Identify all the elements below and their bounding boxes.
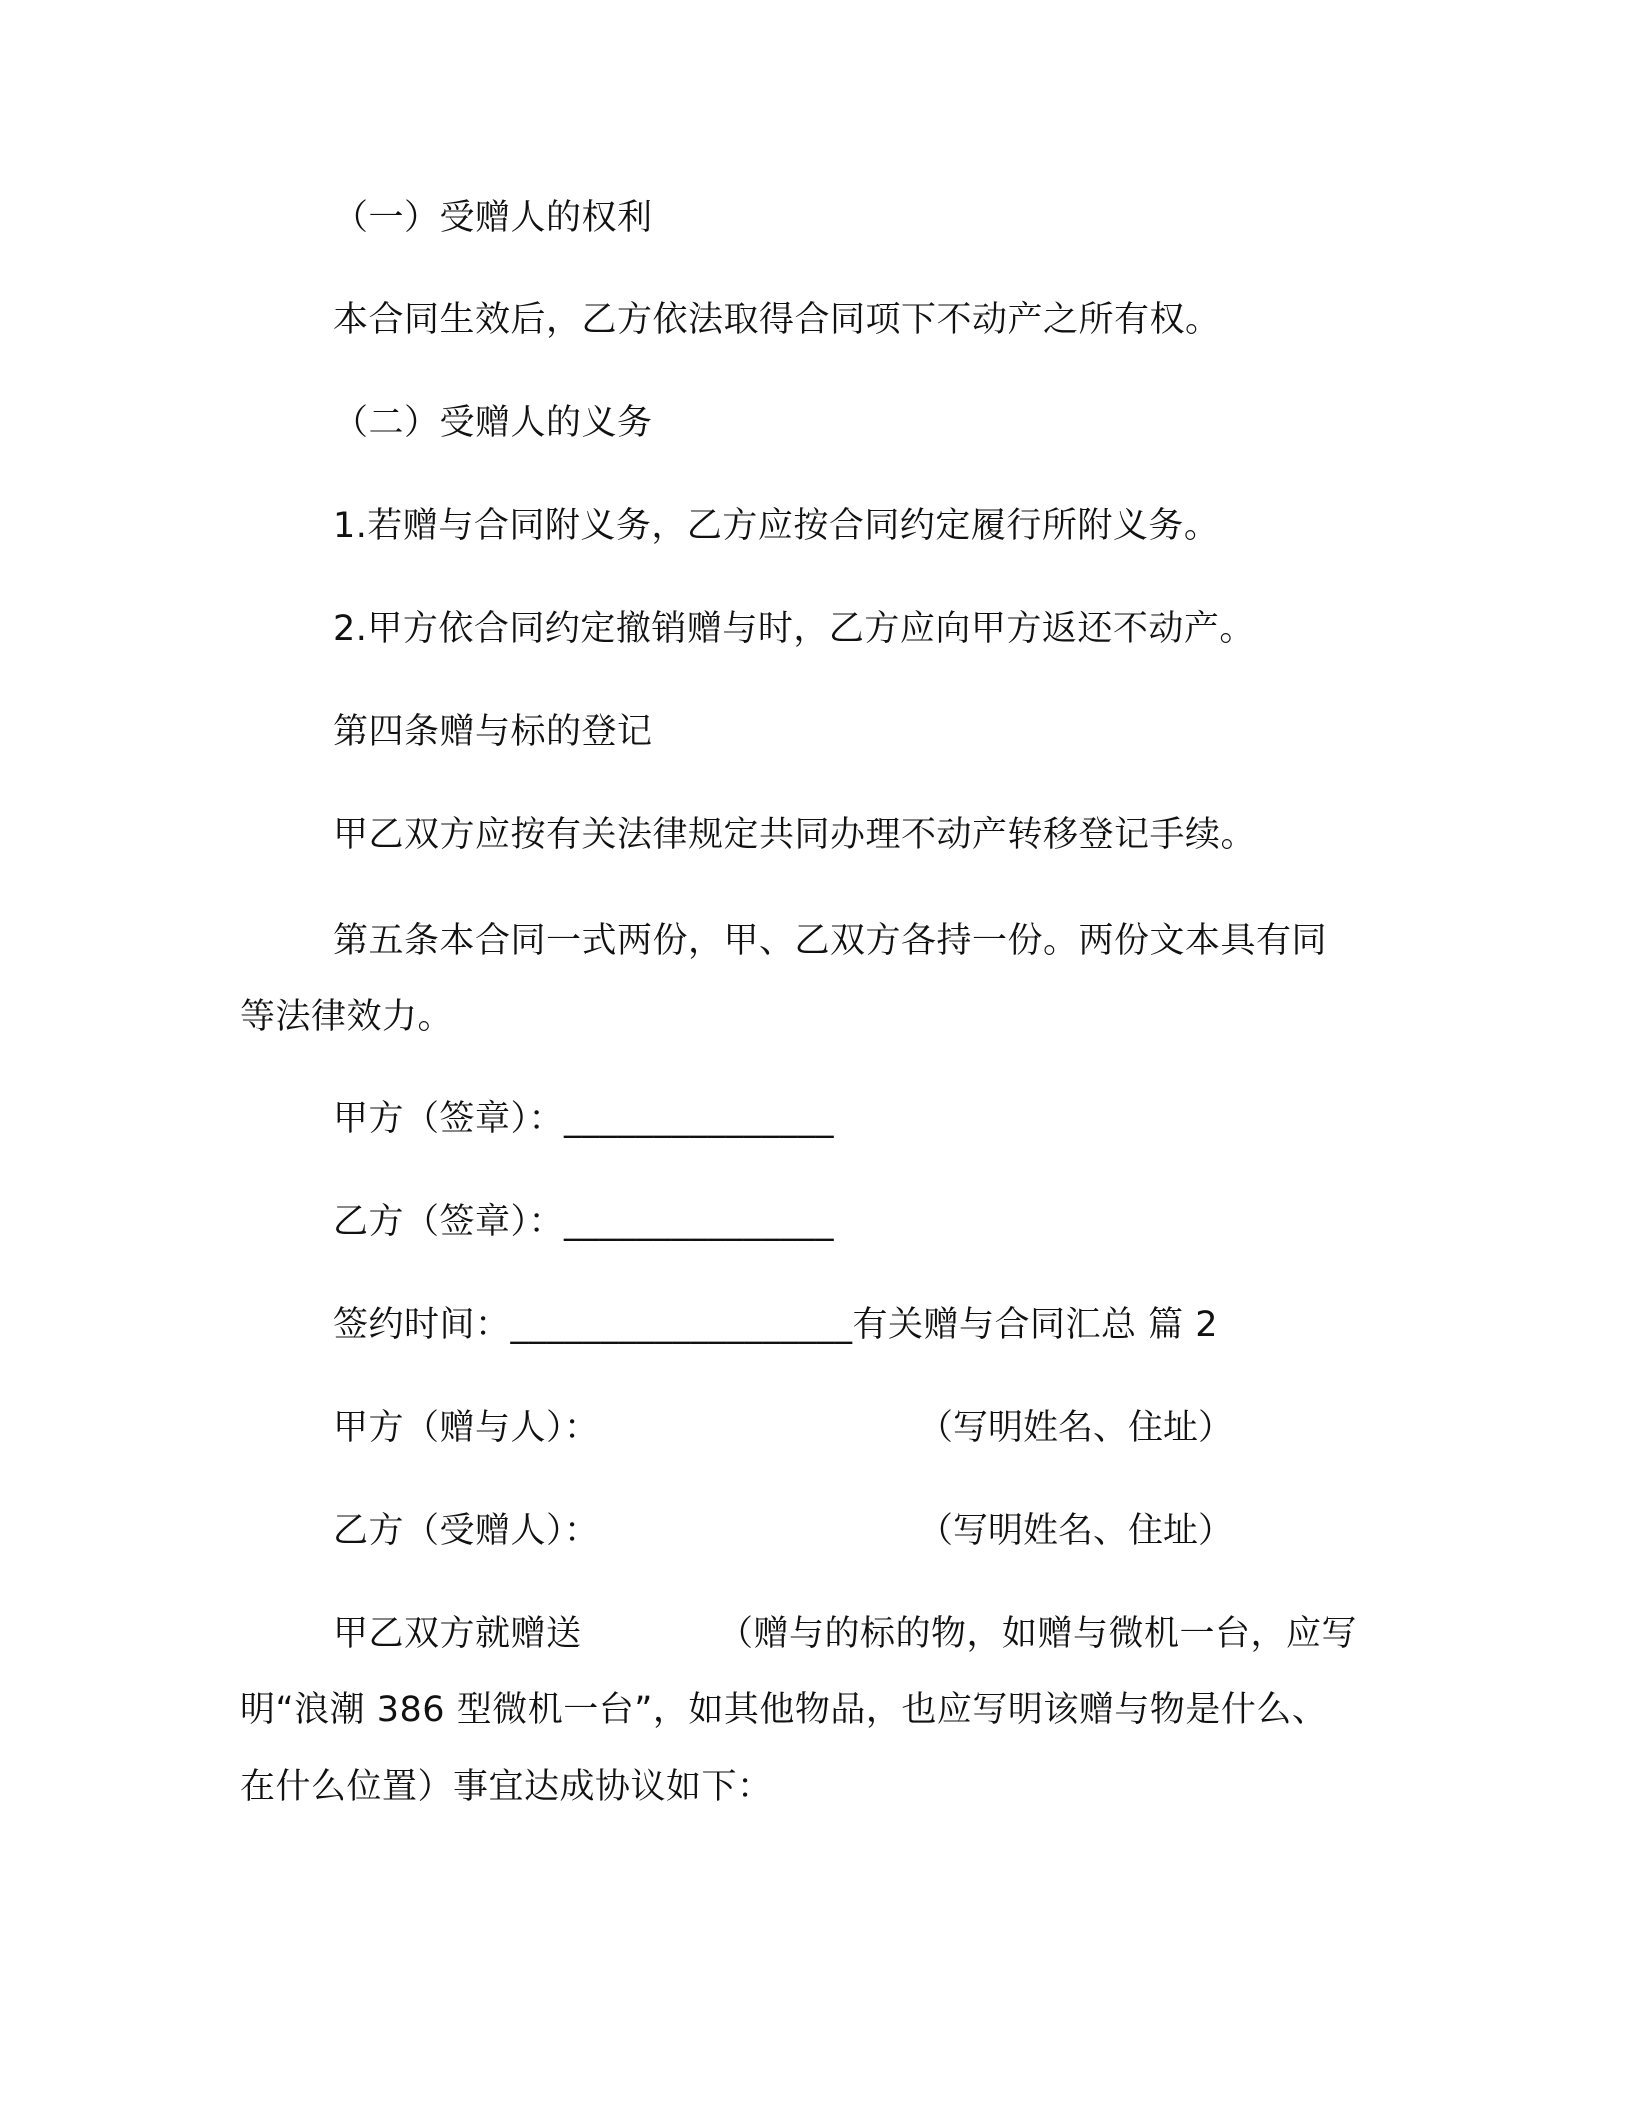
party-b-recipient-hint: （写明姓名、住址） (918, 1511, 1234, 1551)
gift-paragraph-line-3: 在什么位置）事宜达成协议如下： (240, 1767, 773, 1807)
paragraph-obligation-1: 1.若赠与合同附义务，乙方应按合同约定履行所附义务。 (333, 506, 1220, 546)
article-5-line-1: 第五条本合同一式两份，甲、乙双方各持一份。两份文本具有同 (333, 921, 1328, 961)
article-5-line-2: 等法律效力。 (240, 997, 454, 1037)
paragraph-registration: 甲乙双方应按有关法律规定共同办理不动产转移登记手续。 (333, 815, 1257, 855)
party-a-donor-label: 甲方（赠与人）： (333, 1408, 600, 1448)
party-b-signature: 乙方（签章）：_______________ (333, 1202, 835, 1242)
article-4-heading: 第四条赠与标的登记 (333, 712, 653, 752)
section-heading-recipient-obligations: （二）受赠人的义务 (333, 403, 653, 443)
gift-paragraph-line-2: 明“浪潮 386 型微机一台”，如其他物品，也应写明该赠与物是什么、 (240, 1690, 1328, 1730)
article-5-paragraph (240, 902, 1327, 1056)
section-heading-recipient-rights: （一）受赠人的权利 (333, 198, 653, 238)
party-a-donor-hint: （写明姓名、住址） (918, 1408, 1234, 1448)
paragraph-ownership: 本合同生效后，乙方依法取得合同项下不动产之所有权。 (333, 300, 1221, 340)
party-a-signature: 甲方（签章）：_______________ (333, 1099, 835, 1139)
gift-paragraph-line-1-start: 甲乙双方就赠送 (333, 1614, 582, 1654)
signing-date-and-title: 签约时间：___________________有关赠与合同汇总 篇 2 (333, 1305, 1219, 1345)
paragraph-obligation-2: 2.甲方依合同约定撤销赠与时，乙方应向甲方返还不动产。 (333, 609, 1255, 649)
gift-paragraph-line-1-end: （赠与的标的物，如赠与微机一台，应写 (718, 1614, 1358, 1654)
party-b-recipient-label: 乙方（受赠人）： (333, 1511, 600, 1551)
